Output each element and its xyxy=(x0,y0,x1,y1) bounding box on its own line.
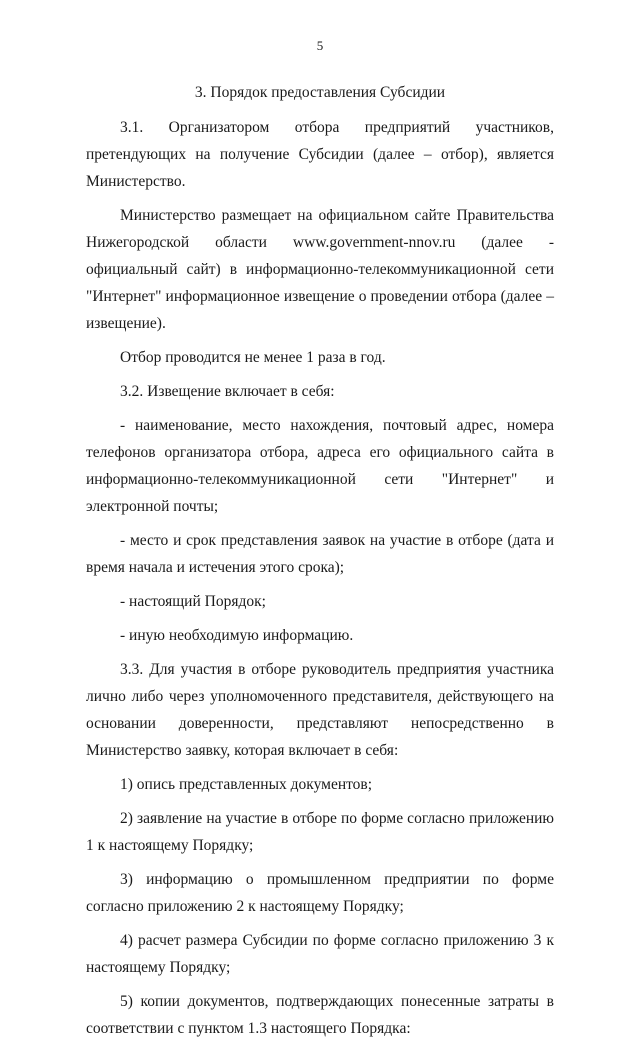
list-item: 1) опись представленных документов; xyxy=(120,776,373,793)
list-item: 5) копии документов, подтверждающих понесенные затраты в соответствии с пунктом 1.3 настоящего Порядка: xyxy=(86,993,554,1037)
section-heading: 3. Порядок предоставления Субсидии xyxy=(194,84,446,101)
paragraph: 3.2. Извещение включает в себя: xyxy=(120,383,335,400)
list-item: - наименование, место нахождения, почтовый адрес, номера телефонов организатора отбора, адреса его официального сайта в информационно-телекоммуникационной сети "Интернет" и электронной почты; xyxy=(86,417,554,515)
list-item: 3) информацию о промышленном предприятии по форме согласно приложению 2 к настоящему Порядку; xyxy=(86,871,554,915)
list-item: - настоящий Порядок; xyxy=(120,593,266,610)
paragraph: 3.3. Для участия в отборе руководитель предприятия участника лично либо через уполномоченного представителя, действующего на основании доверенности, представляют непосредственно в Министерство заявку, которая включает в себя: xyxy=(86,661,554,759)
list-item: - иную необходимую информацию. xyxy=(120,627,354,644)
document-body xyxy=(86,114,554,1049)
paragraph: Отбор проводится не менее 1 раза в год. xyxy=(120,349,386,366)
list-item: - место и срок представления заявок на участие в отборе (дата и время начала и истечения этого срока); xyxy=(86,532,554,576)
list-item: 4) расчет размера Субсидии по форме согласно приложению 3 к настоящему Порядку; xyxy=(86,932,554,976)
paragraph: Министерство размещает на официальном сайте Правительства Нижегородской области www.government-nnov.ru (далее - официальный сайт) в информационно-телекоммуникационной сети "Интернет" информационное извещение о проведении отбора (далее – извещение). xyxy=(86,207,554,332)
paragraph: 3.1. Организатором отбора предприятий участников, претендующих на получение Субсидии (далее – отбор), является Министерство. xyxy=(86,119,554,190)
page-number: 5 xyxy=(316,38,324,53)
list-item: 2) заявление на участие в отборе по форме согласно приложению 1 к настоящему Порядку; xyxy=(86,810,554,854)
